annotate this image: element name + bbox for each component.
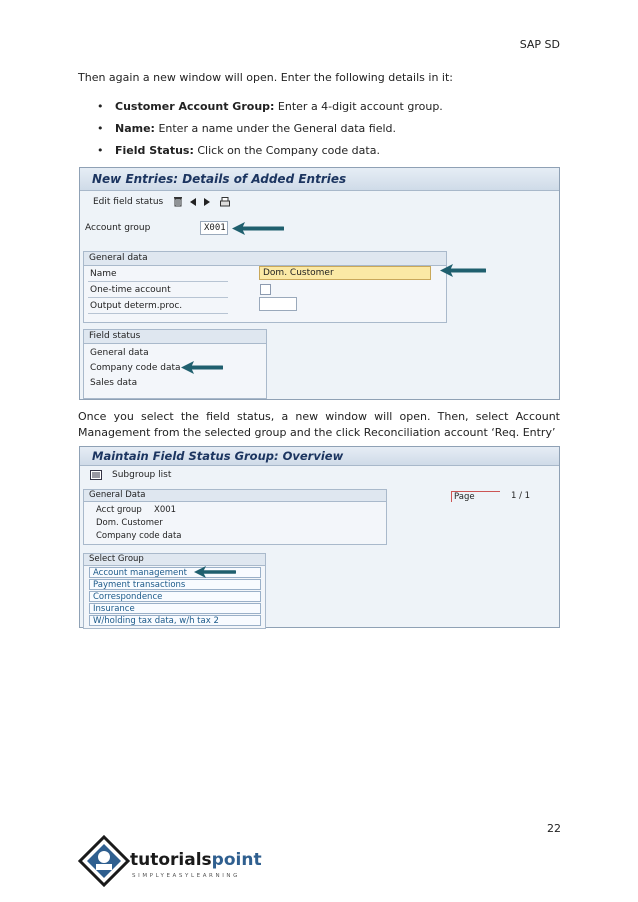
bullet-text: Click on the Company code data. — [193, 144, 380, 157]
divider — [88, 313, 228, 314]
acct-group-value: X001 — [154, 505, 177, 515]
name-input[interactable]: Dom. Customer — [259, 266, 431, 280]
one-time-account-label: One-time account — [90, 285, 171, 295]
account-group-label: Account group — [85, 223, 151, 233]
group-payment-transactions[interactable]: Payment transactions — [89, 579, 261, 590]
account-group-input[interactable]: X001 — [200, 221, 228, 235]
page-header: SAP SD — [519, 38, 560, 51]
toolbar — [80, 197, 559, 211]
bullet-term: Name: — [115, 122, 155, 135]
group-insurance[interactable]: Insurance — [89, 603, 261, 614]
divider — [88, 281, 228, 282]
output-determ-label: Output determ.proc. — [90, 301, 183, 311]
bullet-term: Customer Account Group: — [115, 100, 275, 113]
output-determ-input[interactable] — [259, 297, 297, 311]
company-code-data-text: Company code data — [96, 531, 182, 541]
previous-icon[interactable] — [190, 198, 196, 209]
field-status-item-company-code-data[interactable]: Company code data — [90, 363, 181, 373]
arrow-left-icon — [232, 222, 284, 235]
arrow-left-icon — [194, 566, 236, 578]
list-item — [78, 118, 443, 140]
subgroup-list-icon[interactable] — [90, 470, 102, 483]
general-data-header: General Data — [84, 490, 386, 502]
subgroup-list-button[interactable]: Subgroup list — [112, 470, 172, 480]
bullet-text: Enter a name under the General data field. — [154, 122, 397, 135]
toolbar — [80, 470, 559, 483]
window-title: New Entries: Details of Added Entries — [80, 168, 559, 191]
field-status-item-sales-data[interactable]: Sales data — [90, 378, 138, 388]
bullet-term: Field Status: — [115, 144, 194, 157]
svg-text:SIMPLYEASYLEARNING: SIMPLYEASYLEARNING — [132, 873, 240, 879]
group-correspondence[interactable]: Correspondence — [89, 591, 261, 602]
print-icon[interactable] — [220, 197, 230, 210]
page-value: 1 / 1 — [511, 491, 531, 501]
general-data-group — [83, 489, 387, 545]
instruction-list — [78, 96, 443, 162]
tutorialspoint-logo — [78, 835, 278, 887]
group-withholding-tax[interactable]: W/holding tax data, w/h tax 2 — [89, 615, 261, 626]
one-time-account-checkbox[interactable] — [260, 284, 271, 295]
field-status-item-general-data[interactable]: General data — [90, 348, 149, 358]
general-data-header: General data — [84, 252, 446, 266]
bullet-text: Enter a 4-digit account group. — [274, 100, 443, 113]
paragraph-line: Once you select the field status, a new window will open. Then, select Account — [78, 410, 560, 423]
group-account-management[interactable]: Account management — [89, 567, 261, 578]
window-title: Maintain Field Status Group: Overview — [80, 447, 559, 466]
arrow-left-icon — [440, 264, 486, 277]
intro-paragraph: Then again a new window will open. Enter the following details in it: — [78, 71, 453, 84]
list-item — [78, 140, 443, 162]
svg-text:tutorialspoint: tutorialspoint — [130, 850, 262, 870]
screenshot-field-status-overview — [79, 446, 560, 628]
list-item — [78, 96, 443, 118]
delete-icon[interactable] — [173, 196, 183, 210]
select-group-group — [83, 553, 266, 629]
edit-field-status-button[interactable]: Edit field status — [93, 197, 164, 207]
page-number: 22 — [547, 822, 561, 835]
paragraph-line: Management from the selected group and the click Reconciliation account ‘Req. Entry’ — [78, 426, 556, 439]
select-group-header: Select Group — [84, 554, 265, 566]
divider — [88, 297, 228, 298]
arrow-left-icon — [181, 361, 223, 374]
name-label: Name — [90, 269, 117, 279]
screenshot-new-entries — [79, 167, 560, 400]
field-status-group — [83, 329, 267, 399]
next-icon[interactable] — [204, 198, 210, 209]
acct-group-label: Acct group — [96, 505, 142, 515]
page-label: Page — [451, 491, 500, 502]
customer-name-text: Dom. Customer — [96, 518, 163, 528]
field-status-header: Field status — [84, 330, 266, 344]
